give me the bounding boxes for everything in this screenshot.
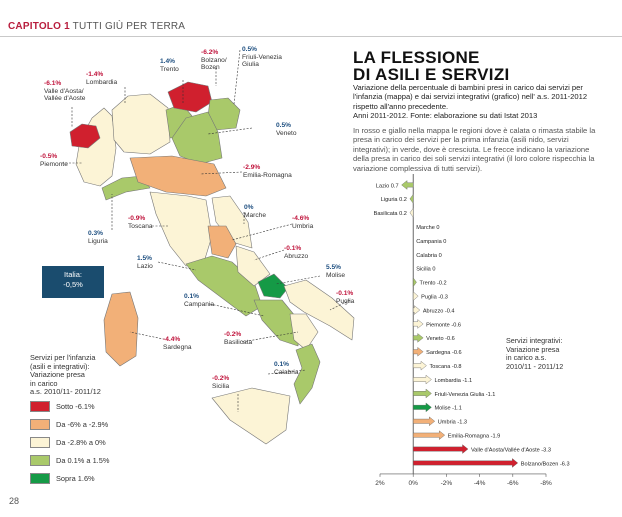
page-title: [353, 49, 510, 83]
bar-label: Sicilia 0: [416, 266, 436, 273]
region-name: Basilicata: [224, 338, 253, 346]
region-label-calabria: [274, 361, 299, 376]
bar-label: Campania 0: [416, 238, 447, 245]
bar-label: Piemonte -0.6: [426, 322, 461, 329]
region-label-sardegna: [163, 336, 192, 351]
region-name: Calabria: [274, 368, 299, 376]
region-pct: -2.9%: [243, 164, 261, 171]
region-name: Bolzano/: [201, 56, 227, 64]
x-tick-label: 0%: [408, 479, 418, 487]
region-shape-lombardia: [112, 94, 170, 154]
region-pct: -0.9%: [128, 215, 146, 222]
region-name: Trento: [160, 65, 179, 73]
bar-arrow: [413, 431, 445, 440]
region-label-friuli: [242, 46, 282, 69]
region-label-toscana: [128, 215, 153, 230]
bar-arrow: [402, 181, 414, 190]
region-label-liguria: [88, 230, 108, 245]
bar-arrow: [413, 361, 426, 370]
region-name: Emilia-Romagna: [243, 171, 292, 179]
x-tick-label: -6%: [507, 479, 519, 487]
region-label-lombardia: [86, 71, 117, 86]
source-note: Anni 2011-2012. Fonte: elaborazione su dati Istat 2013: [353, 111, 538, 121]
legend-item: [30, 453, 150, 469]
bar-arrow: [413, 375, 431, 384]
bar-arrow: [413, 320, 423, 329]
region-label-veneto: [276, 122, 297, 137]
legend-label: Sotto -6.1%: [56, 401, 95, 411]
italia-label: Italia:: [64, 270, 82, 279]
region-label-sicilia: [212, 375, 229, 390]
bar-label: Lazio 0.7: [375, 183, 399, 190]
region-pct: -0.2%: [212, 375, 230, 382]
region-pct: 1.4%: [160, 58, 176, 65]
region-name: Toscana: [128, 222, 153, 230]
bar-label: Umbria -1.3: [437, 419, 468, 426]
region-label-umbria: [292, 215, 313, 230]
legend-title-line: (asili e integrativi):: [30, 361, 90, 371]
region-name: Piemonte: [40, 160, 68, 168]
region-pct: 0.1%: [274, 361, 290, 368]
bar-label: Basilicata 0.2: [373, 211, 407, 218]
bar-arrow: [413, 403, 431, 412]
region-pct: 5.5%: [326, 264, 342, 271]
bar-label: Veneto -0.6: [426, 336, 455, 343]
region-pct: -6.2%: [201, 49, 219, 56]
italia-summary-box: [42, 266, 104, 298]
region-pct: 0%: [244, 204, 254, 211]
bar-arrow: [413, 278, 416, 287]
legend-swatch: [30, 437, 50, 448]
region-name: Veneto: [276, 129, 297, 137]
region-name: Molise: [326, 271, 346, 279]
region-pct: 0.1%: [184, 293, 200, 300]
region-name: Marche: [244, 211, 266, 219]
legend-swatch: [30, 455, 50, 466]
bar-label: Toscana -0.8: [429, 363, 462, 370]
region-shape-emilia: [130, 156, 226, 196]
region-pct: -4.6%: [292, 215, 310, 222]
region-pct: -4.4%: [163, 336, 181, 343]
bar-arrow: [413, 347, 423, 356]
description-text: In rosso e giallo nella mappa le regioni dove è calata o rimasta stabile la presa in carico dei servizi per la prima infanzia (asili nido, servizi integrativi); in verde, dove è cresciuta. Le frecce indicano la variazione della presa in carico dei soli servizi integrativi (il loro colore rispecchia la variazione complessiva di tutti servizi).: [353, 126, 596, 173]
region-pct: 0.3%: [88, 230, 104, 237]
region-shape-toscana: [150, 192, 212, 266]
region-pct: -6.1%: [44, 80, 62, 87]
region-shape-bolzano: [168, 82, 212, 112]
region-name: Liguria: [88, 237, 108, 245]
legend-title-line: Variazione presa: [30, 370, 85, 380]
legend-swatch: [30, 401, 50, 412]
integrative-services-chart: [330, 170, 570, 487]
bar-arrow: [413, 459, 518, 468]
region-pct: -1.4%: [86, 71, 104, 78]
legend-title-line: Servizi per l'infanzia: [30, 353, 96, 362]
region-shape-sicilia: [212, 388, 290, 444]
region-label-trento: [160, 58, 179, 73]
x-tick-label: -8%: [540, 479, 552, 487]
region-label-marche: [244, 204, 266, 219]
region-label-valle-aosta: [44, 80, 85, 103]
region-name: Bozen: [201, 64, 220, 72]
legend-label: Da 0.1% a 1.5%: [56, 455, 110, 465]
chapter-label: CAPITOLO 1: [8, 21, 70, 32]
legend-label: Da -6% a -2.9%: [56, 419, 109, 429]
region-label-basilicata: [224, 331, 252, 346]
bar-arrow: [413, 292, 418, 301]
legend-item: [30, 471, 150, 487]
region-pct: 0.5%: [242, 46, 258, 53]
bar-label: Emilia-Romagna -1.9: [447, 433, 501, 440]
x-tick-label: 2%: [375, 479, 385, 487]
bar-arrow: [413, 445, 468, 454]
region-pct: 0.5%: [276, 122, 292, 129]
leader-line: [234, 50, 240, 104]
map-legend: [30, 354, 150, 487]
legend-swatch: [30, 419, 50, 430]
bar-arrow: [410, 194, 413, 203]
chapter-title: TUTTI GIÙ PER TERRA: [72, 21, 186, 32]
bar-arrow: [413, 417, 435, 426]
x-tick-label: -2%: [440, 479, 453, 487]
legend-label: Sopra 1.6%: [56, 473, 95, 483]
bar-arrow: [410, 208, 413, 217]
bar-label: Trento -0.2: [419, 280, 447, 287]
bar-label: Abruzzo -0.4: [422, 308, 455, 315]
legend-item: [30, 417, 150, 433]
region-label-campania: [184, 293, 214, 308]
title-line: DI ASILI E SERVIZI: [353, 65, 510, 84]
italia-value: -0,5%: [63, 280, 83, 289]
bar-label: Valle d'Aosta/Vallée d'Aoste -3.3: [470, 447, 551, 454]
bar-label: Molise -1.1: [434, 405, 462, 412]
bar-label: Puglia -0.3: [421, 294, 448, 301]
legend-title-line: a.s. 2010/11- 2011/12: [30, 387, 101, 397]
region-name: Sicilia: [212, 382, 230, 390]
legend-title-line: in carico: [30, 378, 58, 388]
page-number: 28: [9, 496, 20, 506]
bar-label: Lombardia -1.1: [434, 377, 473, 384]
region-pct: -0.5%: [40, 153, 58, 160]
region-name: Giulia: [242, 61, 259, 69]
region-pct: -0.1%: [336, 290, 354, 297]
region-name: Abruzzo: [284, 252, 309, 260]
bar-label: Friuli-Venezia Giulia -1.1: [434, 391, 496, 398]
region-name: Vallée d'Aoste: [44, 95, 86, 103]
region-label-emilia: [243, 164, 292, 179]
legend-title: [30, 354, 140, 397]
chart-note-line: Servizi integrativi:: [506, 336, 563, 345]
region-name: Friuli-Venezia: [242, 53, 282, 61]
legend-item: [30, 435, 150, 451]
region-label-abruzzo: [284, 245, 308, 260]
bar-label: Bolzano/Bozen -6.3: [520, 461, 570, 468]
chart-note-line: Variazione presa: [506, 344, 560, 354]
bar-label: Marche 0: [416, 224, 440, 231]
bar-arrow: [413, 389, 431, 398]
bar-label: Liguria 0.2: [380, 197, 407, 204]
x-tick-label: -4%: [473, 479, 486, 487]
chart-note: [506, 337, 606, 371]
title-line: LA FLESSIONE: [353, 48, 480, 67]
region-pct: -0.1%: [284, 245, 302, 252]
bar-label: Sardegna -0.6: [426, 350, 462, 357]
chart-note-line: 2010/11 - 2011/12: [506, 361, 564, 371]
region-label-piemonte: [40, 153, 68, 168]
region-name: Puglia: [336, 297, 355, 305]
region-label-lazio: [137, 255, 153, 270]
legend-item: [30, 399, 150, 415]
region-pct: 1.5%: [137, 255, 153, 262]
legend-label: Da -2.8% a 0%: [56, 437, 106, 447]
bar-arrow: [413, 306, 420, 315]
page-subtitle: [353, 83, 603, 121]
bar-label: Calabria 0: [416, 252, 442, 259]
region-label-bolzano: [201, 49, 227, 72]
region-name: Sardegna: [163, 343, 192, 351]
region-name: Valle d'Aosta/: [44, 87, 84, 95]
region-name: Lazio: [137, 262, 153, 270]
bar-arrow: [413, 333, 423, 342]
subtitle-text: Variazione della percentuale di bambini presi in carico dai servizi per l'infanzia (mappa) e dai servizi integrativi (grafico) nell' a.s. 2011-2012 rispetto all'anno precedente.: [353, 83, 588, 111]
legend-swatch: [30, 473, 50, 484]
region-name: Lombardia: [86, 78, 118, 86]
region-name: Campania: [184, 300, 215, 308]
region-name: Umbria: [292, 222, 314, 230]
chart-note-line: in carico a.s.: [506, 353, 547, 363]
region-pct: -0.2%: [224, 331, 242, 338]
